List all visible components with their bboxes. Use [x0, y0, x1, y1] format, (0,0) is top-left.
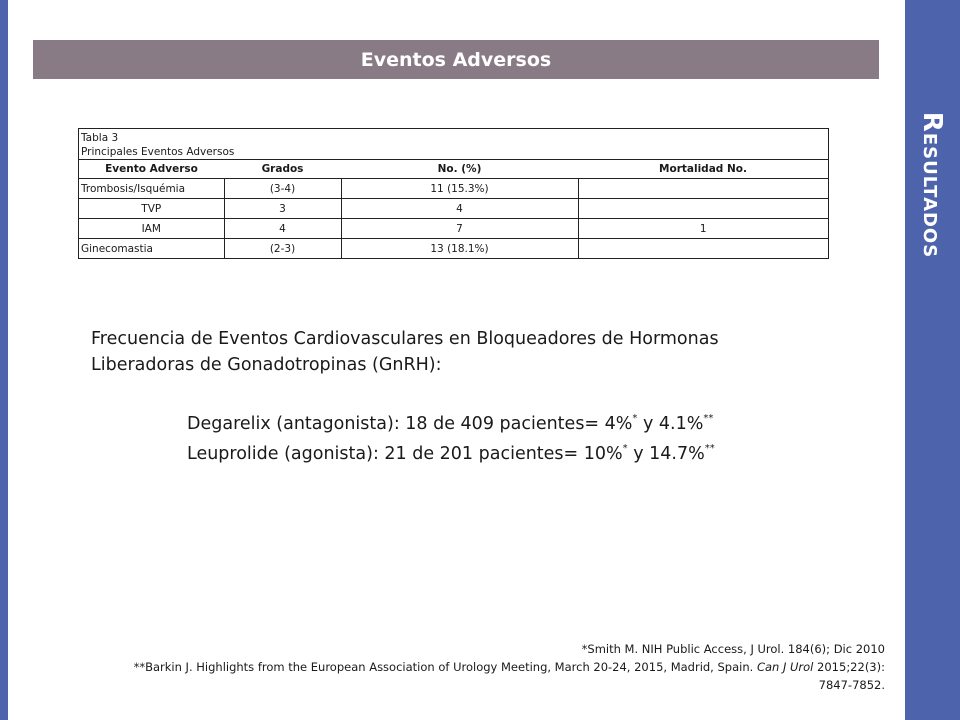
- column-header: Grados: [224, 160, 341, 179]
- column-header: Evento Adverso: [79, 160, 224, 179]
- footnote-marker: **: [703, 413, 714, 424]
- table-row: [79, 199, 828, 219]
- section-header: [33, 40, 879, 79]
- intro-line: Liberadoras de Gonadotropinas (GnRH):: [91, 355, 442, 375]
- column-header: No. (%): [341, 160, 578, 179]
- section-title: Eventos Adversos: [360, 48, 552, 71]
- table-cell: [578, 199, 828, 219]
- table-number: Tabla 3: [81, 132, 119, 144]
- table-cell: 1: [578, 219, 828, 239]
- table-row: [79, 179, 828, 199]
- reference-smith: *Smith M. NIH Public Access, J Urol. 184(6); Dic 2010: [581, 642, 885, 656]
- table-cell: [578, 179, 828, 199]
- table-cell: (2-3): [224, 239, 341, 259]
- side-title: Resultados: [917, 111, 947, 259]
- degarelix-line: Degarelix (antagonista): 18 de 409 pacientes= 4%* y 4.1%**: [187, 413, 714, 434]
- footnote-marker: *: [622, 443, 628, 454]
- journal-name: Can J Urol: [756, 660, 814, 674]
- table-header-row: [79, 160, 828, 179]
- table-caption: [79, 129, 828, 159]
- table-cell: 7: [341, 219, 578, 239]
- leuprolide-line: Leuprolide (agonista): 21 de 201 pacientes= 10%* y 14.7%**: [187, 443, 715, 464]
- table-cell: 11 (15.3%): [341, 179, 578, 199]
- table-cell: 13 (18.1%): [341, 239, 578, 259]
- table-title: Principales Eventos Adversos: [81, 146, 235, 158]
- data-table: [79, 159, 828, 258]
- table-row: [79, 219, 828, 239]
- table-cell: Ginecomastia: [79, 239, 224, 259]
- table-cell: (3-4): [224, 179, 341, 199]
- table-cell: 4: [224, 219, 341, 239]
- reference-barkin: **Barkin J. Highlights from the European Association of Urology Meeting, March 20-24, 2015, Madrid, Spain. Can J Urol 2015;22(3): 7847-7852.: [133, 660, 885, 692]
- table-cell: IAM: [79, 219, 224, 239]
- intro-line: Frecuencia de Eventos Cardiovasculares en Bloqueadores de Hormonas: [91, 329, 719, 349]
- table-cell: TVP: [79, 199, 224, 219]
- table-cell: [578, 239, 828, 259]
- table-cell: 3: [224, 199, 341, 219]
- adverse-events-table: [78, 128, 829, 259]
- left-accent-bar: [0, 0, 8, 720]
- footnote-marker: **: [704, 443, 715, 454]
- footnote-marker: *: [632, 413, 638, 424]
- references: [105, 640, 885, 694]
- side-panel: [905, 0, 960, 720]
- table-row: [79, 239, 828, 259]
- table-cell: 4: [341, 199, 578, 219]
- column-header: Mortalidad No.: [578, 160, 828, 179]
- table-cell: Trombosis/Isquémia: [79, 179, 224, 199]
- intro-paragraph: [91, 326, 831, 378]
